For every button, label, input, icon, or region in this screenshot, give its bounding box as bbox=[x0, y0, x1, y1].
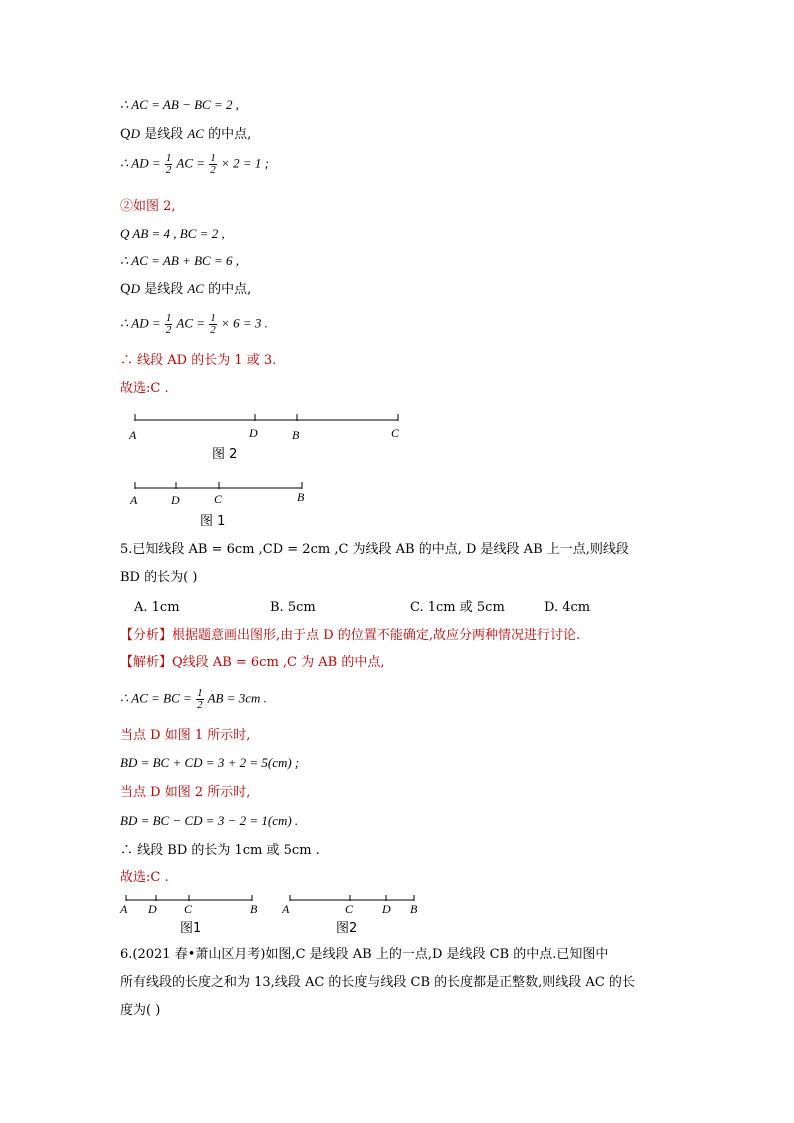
solution-text: Q线段 AB = 6cm ,C 为 AB 的中点, bbox=[172, 655, 385, 670]
q5-case2-calc: BD = BC − CD = 3 − 2 = 1(cm) . bbox=[120, 813, 299, 828]
point-label-b: B bbox=[250, 902, 258, 916]
point-label-d: D bbox=[249, 426, 258, 440]
conclusion-ad: ∴ 线段 AD 的长为 1 或 3. bbox=[120, 353, 277, 368]
point-label-c: C bbox=[184, 902, 193, 916]
point-label-c: C bbox=[214, 492, 223, 506]
point-label-a: A bbox=[120, 902, 128, 916]
text-segment: 是线段 bbox=[140, 127, 188, 142]
case-2-heading: ②如图 2, bbox=[120, 199, 176, 214]
segment-ac: AC bbox=[187, 281, 204, 296]
line-d-midpoint-1 bbox=[120, 125, 251, 144]
figure-top-fig1 bbox=[120, 476, 320, 532]
q5-stem-line2: BD 的长为( ) bbox=[120, 570, 198, 585]
q6-stem-line1: 6.(2021 春•萧山区月考)如图,C 是线段 AB 上的一点,D 是线段 CB 的中点.已知图中 bbox=[120, 947, 609, 962]
point-label-b: B bbox=[292, 428, 300, 442]
fraction-half bbox=[209, 153, 217, 176]
frac-num: 1 bbox=[197, 687, 203, 699]
analysis-tag: 【分析】 bbox=[120, 628, 173, 643]
text-midpoint: 的中点, bbox=[203, 282, 252, 297]
frac-den: 2 bbox=[210, 324, 216, 336]
q5-answer: 故选:C . bbox=[120, 870, 169, 885]
q5-case1-calc: BD = BC + CD = 3 + 2 = 5(cm) ; bbox=[120, 755, 300, 770]
point-label-c: C bbox=[345, 902, 354, 916]
q5-analysis bbox=[120, 627, 580, 645]
text-midpoint: 的中点, bbox=[203, 127, 252, 142]
option-b: B. 5cm bbox=[270, 600, 316, 615]
result: × 2 = 1 ; bbox=[221, 155, 269, 171]
line-ad-calc-2 bbox=[120, 313, 268, 336]
line-ac-equals: ∴ AC = AB − BC = 2 , bbox=[120, 97, 239, 112]
figure-caption: 图1 bbox=[180, 921, 202, 936]
result: × 6 = 3 . bbox=[221, 315, 268, 331]
frac-den: 2 bbox=[210, 164, 216, 176]
ac-equals: AC = bbox=[176, 315, 206, 331]
line-ad-calc-1 bbox=[120, 153, 269, 176]
fraction-half bbox=[196, 688, 204, 711]
analysis-text: 根据题意画出图形,由于点 D 的位置不能确定,故应分两种情况进行讨论. bbox=[172, 628, 581, 643]
q5-solution bbox=[120, 654, 384, 672]
fraction-half bbox=[165, 313, 173, 336]
q6-stem-line3: 度为( ) bbox=[120, 1003, 161, 1018]
fraction-half bbox=[209, 313, 217, 336]
figure-caption: 图2 bbox=[336, 921, 358, 936]
q5-case1-heading: 当点 D 如图 1 所示时, bbox=[120, 728, 251, 743]
ad-equals: ∴ AD = bbox=[120, 315, 161, 331]
q5-ac-bc-calc bbox=[120, 688, 267, 711]
frac-den: 2 bbox=[197, 699, 203, 711]
point-label-a: A bbox=[129, 428, 137, 442]
point-label-d: D bbox=[171, 493, 180, 507]
figure-bottom bbox=[116, 894, 436, 944]
point-label-a: A bbox=[130, 493, 138, 507]
answer-choice-1: 故选:C . bbox=[120, 381, 169, 396]
frac-num: 1 bbox=[165, 312, 172, 324]
figure-caption: 图 2 bbox=[212, 447, 238, 462]
point-label-b: B bbox=[297, 490, 305, 504]
ac-bc-equals: ∴ AC = BC = bbox=[120, 690, 192, 706]
point-d: D bbox=[130, 126, 141, 141]
solution-tag: 【解析】 bbox=[120, 655, 173, 670]
frac-num: 1 bbox=[210, 152, 216, 164]
q5-case2-heading: 当点 D 如图 2 所示时, bbox=[120, 785, 251, 800]
point-label-a: A bbox=[282, 902, 290, 916]
figure-caption: 图 1 bbox=[200, 514, 226, 529]
ac-equals: AC = bbox=[176, 155, 206, 171]
option-c: C. 1cm 或 5cm bbox=[410, 600, 505, 615]
point-d: D bbox=[130, 281, 141, 296]
frac-den: 2 bbox=[165, 324, 172, 336]
because-symbol: Q bbox=[120, 127, 131, 142]
because-symbol: Q bbox=[120, 282, 131, 297]
figure-top-fig2 bbox=[120, 408, 420, 464]
q5-options bbox=[134, 599, 590, 617]
frac-num: 1 bbox=[165, 152, 172, 164]
frac-den: 2 bbox=[165, 164, 172, 176]
point-label-b: B bbox=[410, 902, 418, 916]
point-label-d: D bbox=[382, 902, 391, 916]
line-ac-sum: ∴ AC = AB + BC = 6 , bbox=[120, 253, 239, 268]
option-a: A. 1cm bbox=[134, 600, 180, 615]
point-label-d: D bbox=[148, 902, 157, 916]
option-d: D. 4cm bbox=[544, 600, 591, 615]
q5-conclusion: ∴ 线段 BD 的长为 1cm 或 5cm . bbox=[120, 843, 320, 858]
frac-num: 1 bbox=[210, 312, 216, 324]
line-d-midpoint-2 bbox=[120, 280, 251, 299]
ad-equals: ∴ AD = bbox=[120, 155, 161, 171]
q5-stem-line1: 5.已知线段 AB = 6cm ,CD = 2cm ,C 为线段 AB 的中点, D 是线段 AB 上一点,则线段 bbox=[120, 542, 629, 557]
segment-ac: AC bbox=[187, 126, 204, 141]
result: AB = 3cm . bbox=[207, 690, 267, 706]
text-segment: 是线段 bbox=[140, 282, 188, 297]
fraction-half bbox=[165, 153, 173, 176]
point-label-c: C bbox=[391, 426, 400, 440]
line-ab-bc-given: Q AB = 4 , BC = 2 , bbox=[120, 226, 225, 241]
q6-stem-line2: 所有线段的长度之和为 13,线段 AC 的长度与线段 CB 的长度都是正整数,则线段 AC 的长 bbox=[120, 975, 635, 990]
